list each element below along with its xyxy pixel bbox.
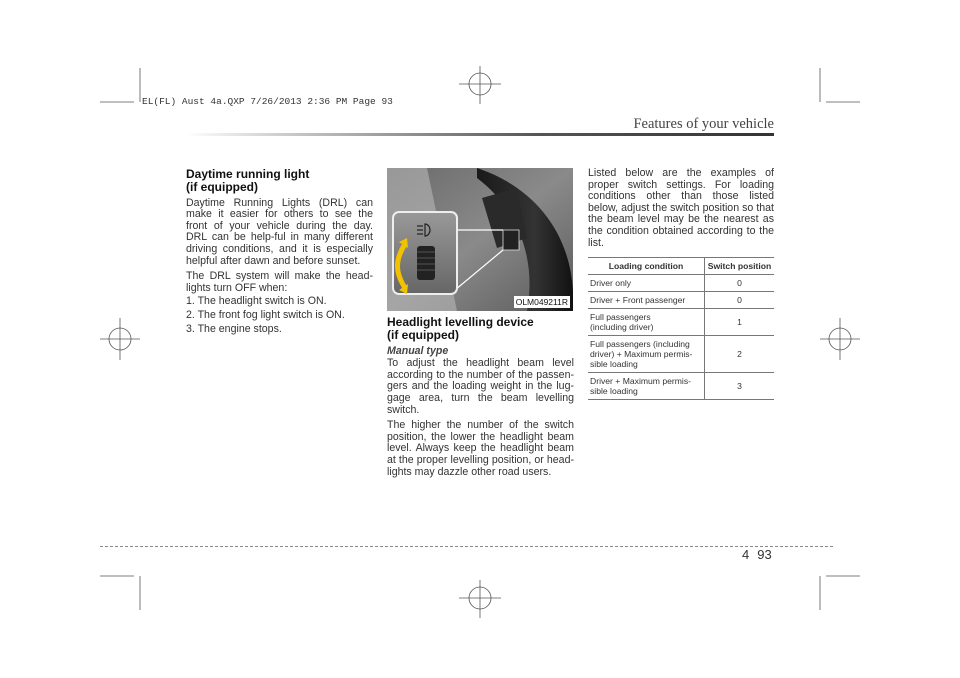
levelling-section — [387, 316, 574, 482]
page-index: 93 — [757, 547, 772, 562]
table-cell-condition: Driver + Front passenger — [588, 292, 705, 309]
table-row — [588, 336, 774, 373]
levelling-paragraph: The higher the number of the switch position, the lower the headlight beam level. Always keep the headlight beam at the proper levelling position, or head-lights may dazzle other road users. — [387, 419, 574, 478]
table-cell-position: 2 — [705, 336, 775, 373]
section-title: Features of your vehicle — [633, 116, 774, 132]
table-header: Loading condition — [588, 258, 705, 275]
levelling-subtitle: Manual type — [387, 344, 449, 357]
drl-paragraph: Daytime Running Lights (DRL) can make it easier for others to see the front of your vehicle during the day. DRL can be help-ful in many different driving conditions, and it is especially helpful after dawn and before sunset. — [186, 196, 373, 267]
table-cell-position: 3 — [705, 373, 775, 400]
table-row — [588, 373, 774, 400]
table-cell-condition: Full passengers (including driver) — [588, 309, 705, 336]
photo-caption: OLM049211R — [515, 297, 568, 307]
examples-section — [588, 168, 774, 400]
table-header-row — [588, 258, 774, 275]
drl-list-item: 1. The headlight switch is ON. — [186, 295, 327, 308]
table-cell-condition: Full passengers (including driver) + Maximum permis- sible loading — [588, 336, 705, 373]
table-cell-position: 0 — [705, 275, 775, 292]
print-slug: EL(FL) Aust 4a.QXP 7/26/2013 2:36 PM Page 93 — [142, 96, 393, 107]
page-number — [742, 547, 772, 562]
drl-list-item: 3. The engine stops. — [186, 322, 282, 335]
examples-intro: Listed below are the examples of proper switch settings. For loading conditions other than those listed below, adjust the switch position so that the beam level may be the nearest as the condition obtained according to the list. — [588, 167, 774, 249]
table-row — [588, 275, 774, 292]
table-cell-condition: Driver only — [588, 275, 705, 292]
table-row — [588, 292, 774, 309]
header-rule — [185, 133, 774, 136]
table-cell-condition: Driver + Maximum permis- sible loading — [588, 373, 705, 400]
levelling-switch-photo — [387, 168, 573, 311]
drl-conditions-intro: The DRL system will make the head-lights turn OFF when: — [186, 270, 373, 294]
drl-list-item: 2. The front fog light switch is ON. — [186, 308, 345, 321]
loading-table — [588, 257, 774, 400]
table-cell-position: 0 — [705, 292, 775, 309]
chapter-number: 4 — [742, 547, 750, 562]
table-row — [588, 309, 774, 336]
levelling-paragraph: To adjust the headlight beam level according to the number of the passen-gers and the loading weight in the lug-gage area, turn the beam levelling switch. — [387, 357, 574, 416]
drl-section — [186, 168, 373, 337]
table-cell-position: 1 — [705, 309, 775, 336]
levelling-heading: Headlight levelling device (if equipped) — [387, 315, 534, 342]
footer-rule — [100, 546, 833, 547]
drl-heading: Daytime running light (if equipped) — [186, 167, 310, 194]
dashboard-illustration — [387, 168, 573, 311]
table-header: Switch position — [705, 258, 775, 275]
